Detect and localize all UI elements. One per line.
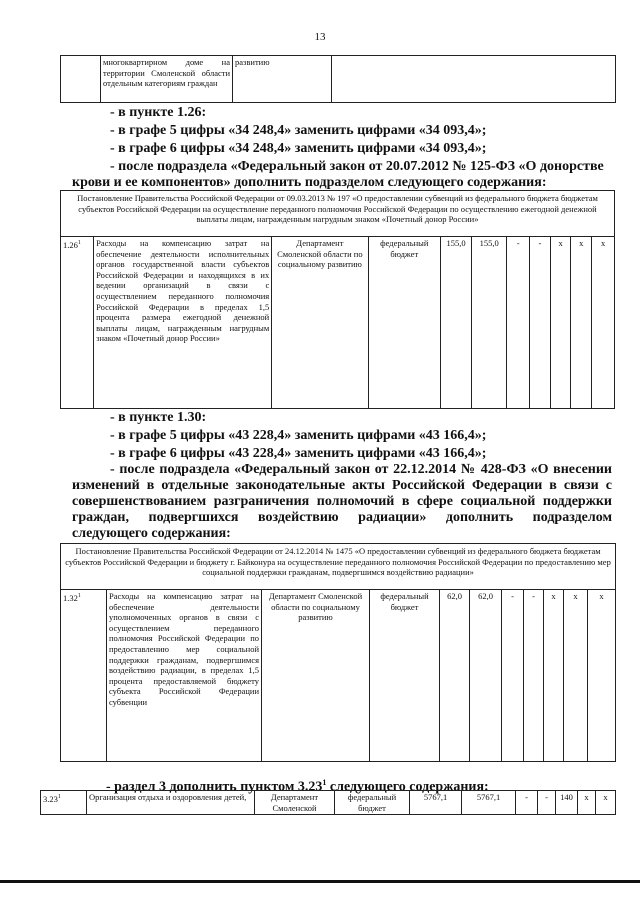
table2-v1: 62,0: [440, 590, 470, 762]
table-2: [60, 543, 616, 762]
table1-num: 1.26$^1$: [61, 237, 94, 409]
top-table: [60, 55, 616, 103]
table-row: [61, 544, 616, 590]
block2-p3: совершенствованием разграничения полномочий в сфере социальной поддержки: [72, 494, 612, 509]
block3-text: - раздел 3 дополнить пунктом 3.23$^1$ следующего содержания:: [106, 778, 489, 795]
table1-v2: 155,0: [472, 237, 507, 409]
table-3: [40, 790, 616, 815]
top-cell-name: многоквартирном доме на территории Смоленской области отдельным категориям граждан: [101, 56, 233, 103]
table2-c4: х: [564, 590, 588, 762]
block2-p1: - после подраздела «Федеральный закон от 22.12.2014 № 428-ФЗ «О внесении: [110, 462, 612, 477]
table3-name: Организация отдыха и оздоровления детей,: [87, 791, 255, 815]
block2-g6: - в графе 6 цифры «43 228,4» заменить цифрами «43 166,4»;: [110, 446, 487, 461]
table-row: [61, 56, 616, 103]
table2-num: 1.32$^1$: [61, 590, 107, 762]
table3-c3: 140: [556, 791, 578, 815]
table1-c5: х: [592, 237, 615, 409]
table1-c2: -: [530, 237, 551, 409]
table1-header: Постановление Правительства Российской Федерации от 09.03.2013 № 197 «О предоставлении субвенций из федерального бюджета бюджетам субъектов Российской Федерации на осуществление переданного полномочия Российской Федерации по осуществлению ежегодной денежной выплаты лицам, награжденным нагрудным знаком «Почетный донор России»: [61, 191, 615, 237]
table-row: [41, 791, 616, 815]
table2-c3: х: [544, 590, 564, 762]
page-number: 13: [314, 31, 326, 43]
table3-v2: 5767,1: [462, 791, 516, 815]
table1-source: федеральный бюджет: [368, 237, 440, 409]
table2-header: Постановление Правительства Российской Федерации от 24.12.2014 № 1475 «О предоставлении субвенций из федерального бюджета бюджетам субъектов Российской Федерации и бюджету г. Байконура на осуществление переданного полномочия Российской Федерации по предоставлению мер социальной поддержки гражданам, подвергшимся воздействию радиации»: [61, 544, 616, 590]
table1-dept: Департамент Смоленской области по социальному развитию: [272, 237, 368, 409]
table1-c1: -: [507, 237, 530, 409]
table2-v2: 62,0: [470, 590, 502, 762]
block2-paragraph: [72, 462, 612, 542]
table1-c3: х: [550, 237, 571, 409]
table2-c1: -: [502, 590, 524, 762]
table-row: [61, 590, 616, 762]
top-cell-num: [61, 56, 101, 103]
table2-c5: х: [588, 590, 616, 762]
table2-name: Расходы на компенсацию затрат на обеспечение деятельности уполномоченных органов в связи с осуществлением переданного полномочия Российской Федерации по предоставлению мер социальной поддержки гражданам, подвергшимся воздействию радиации, в пределах 1,5 процента предоставляемой бюджету субъекта Российской Федерации субвенции: [107, 590, 262, 762]
table-row: [61, 237, 615, 409]
block2-p4: граждан, подвергшихся воздействию радиации» дополнить подразделом: [72, 510, 612, 525]
bottom-rule: [0, 880, 640, 883]
table3-c1: -: [516, 791, 538, 815]
table3-c4: х: [578, 791, 596, 815]
block2-p5: следующего содержания:: [72, 526, 231, 541]
block2-p2: изменений в отдельные законодательные акты Российской Федерации в связи с: [72, 478, 612, 493]
block2-item: - в пункте 1.30:: [110, 410, 207, 425]
table1-c4: х: [571, 237, 592, 409]
block1-g6: - в графе 6 цифры «34 248,4» заменить цифрами «34 093,4»;: [110, 141, 487, 156]
table2-dept: Департамент Смоленской области по социальному развитию: [262, 590, 370, 762]
table3-v1: 5767,1: [410, 791, 462, 815]
table3-source: федеральный бюджет: [335, 791, 410, 815]
block1-after-2: крови и ее компонентов» дополнить подразделом следующего содержания:: [72, 175, 547, 190]
block1-item: - в пункте 1.26:: [110, 105, 207, 120]
table-row: [61, 191, 615, 237]
top-cell-values: [332, 56, 616, 103]
top-cell-dept: развитию: [233, 56, 332, 103]
table2-source: федеральный бюджет: [370, 590, 440, 762]
table2-c2: -: [524, 590, 544, 762]
table3-c5: х: [596, 791, 616, 815]
table3-dept: Департамент Смоленской: [255, 791, 335, 815]
table1-name: Расходы на компенсацию затрат на обеспечение деятельности исполнительных органов государственной власти субъектов Российской Федерации и находящихся в их ведении организаций в связи с осуществлением переданного полномочия Российской Федерации в пределах 1,5 процента размера ежегодной денежной выплаты лицам, награжденным нагрудным знаком «Почетный донор России»: [94, 237, 272, 409]
table3-num: 3.23$^1$: [41, 791, 87, 815]
table1-v1: 155,0: [441, 237, 472, 409]
block2-g5: - в графе 5 цифры «43 228,4» заменить цифрами «43 166,4»;: [110, 428, 487, 443]
block1-after-1: - после подраздела «Федеральный закон от 20.07.2012 № 125-ФЗ «О донорстве: [110, 159, 604, 174]
block1-g5: - в графе 5 цифры «34 248,4» заменить цифрами «34 093,4»;: [110, 123, 487, 138]
table3-c2: -: [538, 791, 556, 815]
table-1: [60, 190, 615, 409]
